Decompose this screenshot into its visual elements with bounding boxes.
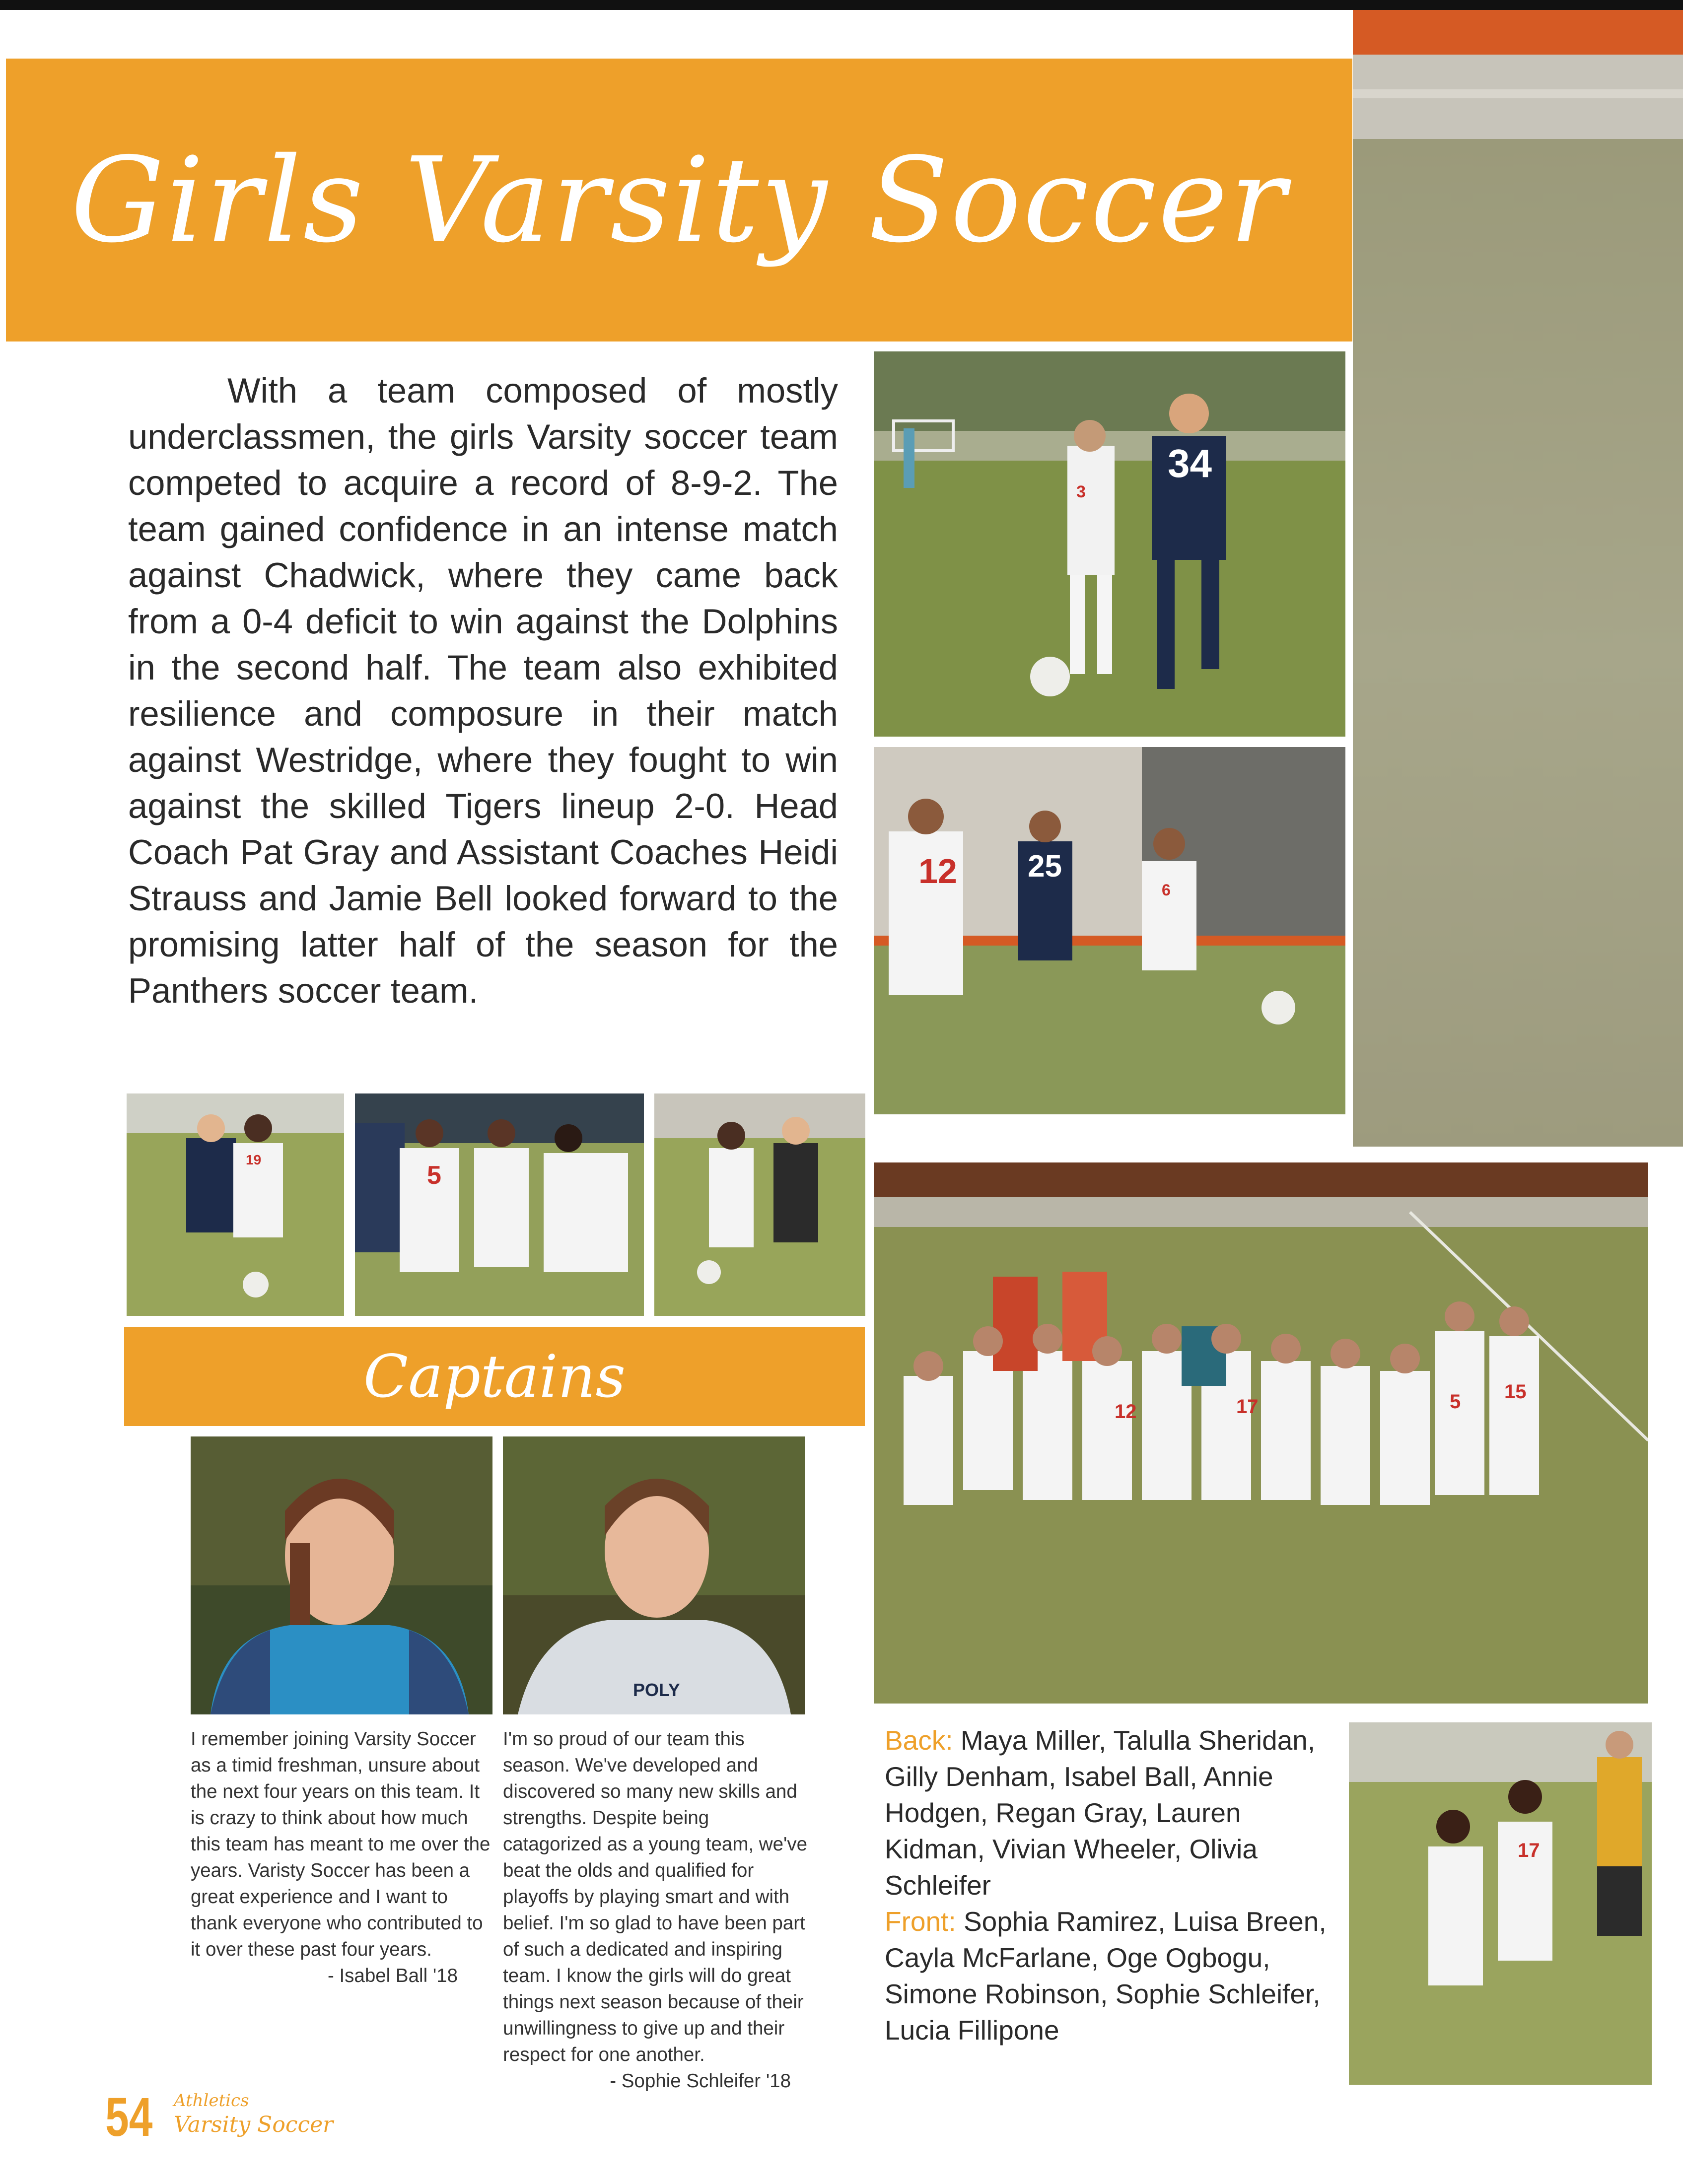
- quote-signature: - Sophie Schleifer '18: [610, 2070, 791, 2092]
- page-number: 54: [105, 2087, 153, 2148]
- celebration-photo: [1349, 1722, 1652, 2085]
- jersey-number: 3: [1076, 482, 1086, 501]
- jersey-number: 19: [246, 1152, 262, 1167]
- roster-front-names: Sophia Ramirez, Luisa Breen, Cayla McFarlane, Oge Ogbogu, Simone Robinson, Sophie Schleifer, Lucia Fillipone: [885, 1906, 1327, 2046]
- jersey-number: 34: [1168, 441, 1212, 485]
- section-label-varsity-soccer: Varsity Soccer: [174, 2112, 334, 2137]
- team-photo: [874, 1162, 1648, 1704]
- quote-text: I remember joining Varsity Soccer as a timid freshman, unsure about the next four years on this team. It is crazy to think about how much this team has meant to me over the years. Varisty Soccer has been a great experience and I want to thank everyone who contributed to it over these past four years.: [191, 1728, 491, 1960]
- jersey-number: 15: [1504, 1381, 1527, 1403]
- action-photo-2: [874, 747, 1345, 1114]
- intro-paragraph: With a team composed of mostly underclassmen, the girls Varsity soccer team competed to acquire a record of 8-9-2. The team gained confidence in an intense match against Chadwick, where they came back from a 0-4 deficit to win against the Dolphins in the second half. The team also exhibited resilience and composure in their match against Westridge, where they fought to win against the skilled Tigers lineup 2-0. Head Coach Pat Gray and Assistant Coaches Heidi Strauss and Jamie Bell looked forward to the promising latter half of the season for the Panthers soccer team.: [128, 371, 838, 1010]
- jersey-number: 17: [1236, 1396, 1259, 1418]
- roster-front-label: Front:: [885, 1906, 956, 1937]
- jersey-number: 12: [1115, 1401, 1137, 1423]
- quote-signature: - Isabel Ball '18: [327, 1965, 458, 1986]
- action-photo-1: [874, 351, 1345, 737]
- roster-front-row: [885, 1904, 1332, 2048]
- captain-portrait-left: [191, 1436, 492, 1714]
- bleed-photo-strip: [1353, 10, 1683, 1147]
- captain-quote-left: [191, 1726, 492, 1989]
- jersey-number: 5: [1450, 1391, 1461, 1413]
- page-title: Girls Varsity Soccer: [70, 132, 1288, 269]
- jersey-number: 12: [918, 852, 957, 890]
- captain-quote-right: [503, 1726, 811, 2094]
- team-roster: [885, 1722, 1332, 2048]
- roster-back-row: [885, 1722, 1332, 1904]
- quote-text: I'm so proud of our team this season. We've developed and discovered so many new skills and strengths. Despite being catagorized as a young team, we've beat the olds and qualified for playoffs by playing smart and with belief. I'm so glad to have been part of such a dedicated and inspiring team. I know the girls will do great things next season because of their unwillingness to give up and their respect for one another.: [503, 1728, 808, 2065]
- roster-back-names: Maya Miller, Talulla Sheridan, Gilly Denham, Isabel Ball, Annie Hodgen, Regan Gray, Lauren Kidman, Vivian Wheeler, Olivia Schleifer: [885, 1725, 1316, 1901]
- small-action-photo-3: [654, 1093, 865, 1316]
- captains-heading: Captains: [124, 1327, 865, 1426]
- section-label-athletics: Athletics: [174, 2091, 249, 2111]
- roster-back-label: Back:: [885, 1725, 953, 1756]
- small-celebration-photo: [355, 1093, 644, 1316]
- jersey-number: 17: [1518, 1840, 1540, 1861]
- shirt-logo-text: POLY: [633, 1680, 680, 1700]
- jersey-number: 6: [1162, 881, 1171, 899]
- captain-portrait-right: [503, 1436, 805, 1714]
- jersey-number: 25: [1028, 849, 1062, 884]
- jersey-number: 5: [427, 1161, 441, 1190]
- small-action-photo-1: [127, 1093, 344, 1316]
- scan-top-edge: [0, 0, 1683, 10]
